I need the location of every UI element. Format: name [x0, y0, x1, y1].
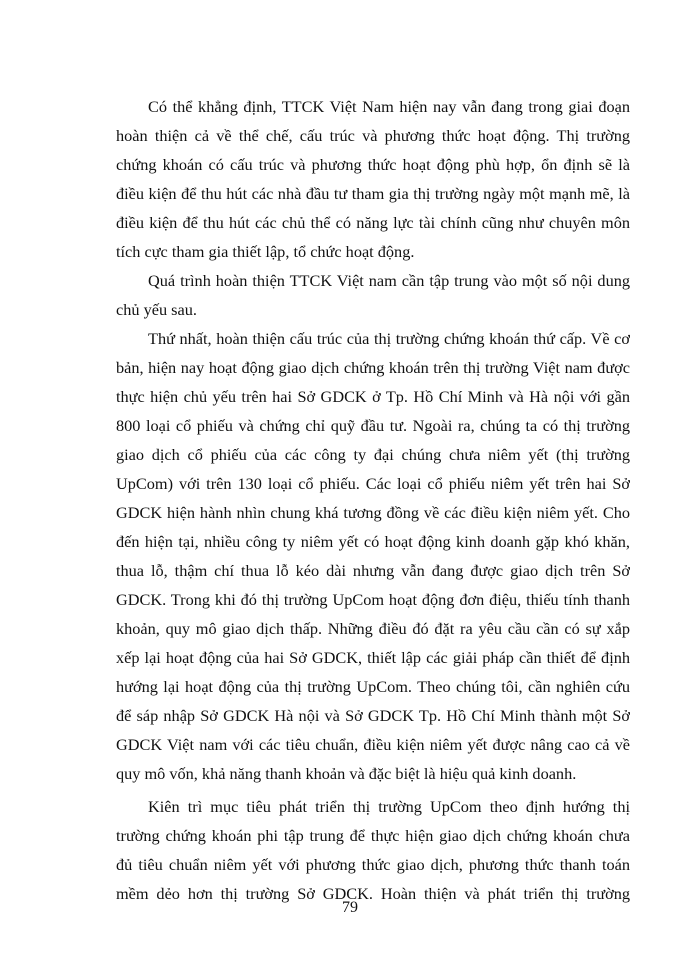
text-line: chứng khoán có cấu trúc và phương thức hoạt động phù hợp, ổn định sẽ là — [116, 155, 630, 174]
text-line: Thứ nhất, hoàn thiện cấu trúc của thị trường chứng khoán thứ cấp. Về cơ — [148, 329, 630, 348]
paragraph-1 — [116, 92, 630, 266]
text-line: hướng lại hoạt động của thị trường UpCom. Theo chúng tôi, cần nghiên cứu — [116, 677, 630, 696]
text-line: điều kiện để thu hút các chủ thể có năng lực tài chính cũng như chuyên môn — [116, 213, 630, 232]
text-line: đủ tiêu chuẩn niêm yết với phương thức giao dịch, phương thức thanh toán — [116, 855, 630, 874]
text-line: thực hiện chủ yếu trên hai Sở GDCK ở Tp. Hồ Chí Minh và Hà nội với gần — [116, 387, 630, 406]
paragraph-2 — [116, 266, 630, 324]
text-line: Quá trình hoàn thiện TTCK Việt nam cần tập trung vào một số nội dung — [148, 271, 630, 290]
text-line: Có thể khẳng định, TTCK Việt Nam hiện nay vẫn đang trong giai đoạn — [148, 97, 630, 116]
text-line: xếp lại hoạt động của hai Sở GDCK, thiết lập các giải pháp cần thiết để định — [116, 648, 630, 667]
text-line: giao dịch cổ phiếu của các công ty đại chúng chưa niêm yết (thị trường — [116, 445, 630, 464]
text-line: UpCom) với trên 130 loại cổ phiếu. Các loại cổ phiếu niêm yết trên hai Sở — [116, 474, 630, 493]
text-line: để sáp nhập Sở GDCK Hà nội và Sở GDCK Tp. Hồ Chí Minh thành một Sở — [116, 706, 630, 725]
text-line: GDCK Việt nam với các tiêu chuẩn, điều kiện niêm yết được nâng cao cả về — [116, 735, 630, 754]
text-line: trường chứng khoán phi tập trung để thực hiện giao dịch chứng khoán chưa — [116, 826, 630, 845]
body-text — [116, 92, 630, 908]
paragraph-3 — [116, 324, 630, 788]
text-line: quy mô vốn, khả năng thanh khoản và đặc biệt là hiệu quả kinh doanh. — [116, 764, 577, 783]
text-line: tích cực tham gia thiết lập, tổ chức hoạt động. — [116, 242, 415, 261]
text-line: khoản, quy mô giao dịch thấp. Những điều đó đặt ra yêu cầu cần có sự xắp — [116, 619, 630, 638]
text-line: đến hiện tại, nhiều công ty niêm yết có hoạt động kinh doanh gặp khó khăn, — [116, 532, 630, 551]
paragraph-4 — [116, 792, 630, 908]
text-line: GDCK. Trong khi đó thị trường UpCom hoạt động đơn điệu, thiếu tính thanh — [116, 590, 630, 609]
text-line: Kiên trì mục tiêu phát triển thị trường UpCom theo định hướng thị — [148, 797, 630, 816]
text-line: bản, hiện nay hoạt động giao dịch chứng khoán trên thị trường Việt nam được — [116, 358, 630, 377]
text-line: điều kiện để thu hút các nhà đầu tư tham gia thị trường ngày một mạnh mẽ, là — [116, 184, 630, 203]
text-line: hoàn thiện cả về thể chế, cấu trúc và phương thức hoạt động. Thị trường — [116, 126, 630, 145]
text-line: 800 loại cổ phiếu và chứng chỉ quỹ đầu tư. Ngoài ra, chúng ta có thị trường — [116, 416, 630, 435]
text-line: mềm dẻo hơn thị trường Sở GDCK. Hoàn thiện và phát triển thị trường — [116, 884, 630, 903]
page-number: 79 — [342, 899, 358, 916]
text-line: GDCK hiện hành nhìn chung khá tương đồng về các điều kiện niêm yết. Cho — [116, 503, 630, 522]
text-line: thua lỗ, thậm chí thua lỗ kéo dài nhưng vẫn đang được giao dịch trên Sở — [116, 561, 630, 580]
text-line: chủ yếu sau. — [116, 300, 197, 319]
